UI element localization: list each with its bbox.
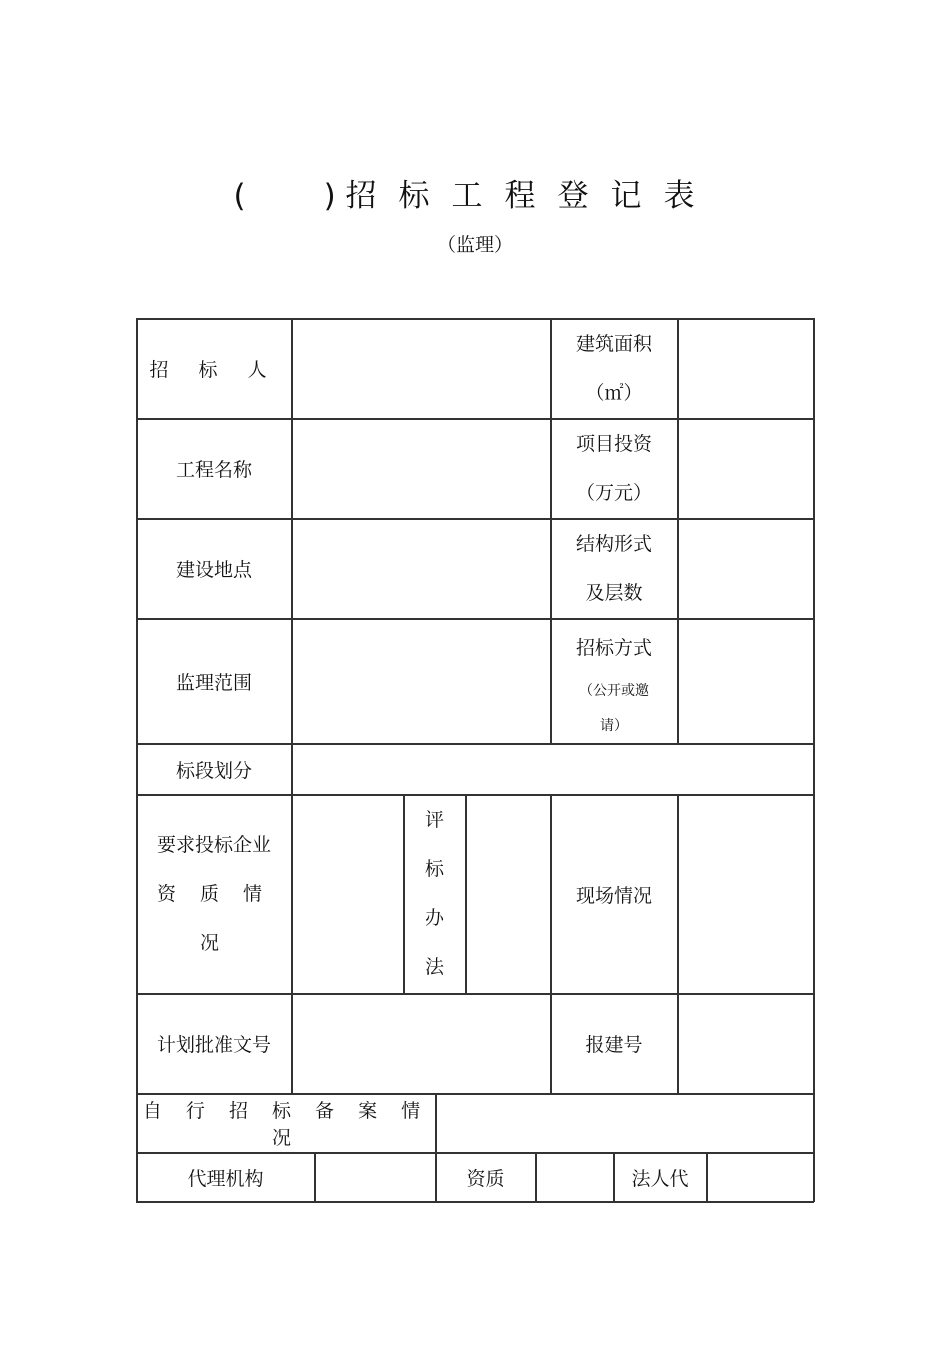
field-scope[interactable] [292,619,550,743]
field-project-investment[interactable] [678,419,813,518]
field-site-condition[interactable] [678,795,813,993]
field-structure[interactable] [678,519,813,618]
label-project-name: 工程名称 [175,459,252,481]
page-title [0,170,950,215]
label-legal-representative: 法人代 [631,1167,689,1190]
label-building-area: 建筑面积 （㎡） [575,332,652,404]
label-agency: 代理机构 [187,1167,264,1190]
field-self-tender[interactable] [436,1094,813,1152]
field-qualification[interactable] [292,795,403,993]
field-agency[interactable] [315,1153,435,1201]
label-agency-qualification: 资质 [466,1167,505,1190]
label-section: 标段划分 [175,759,252,782]
label-structure: 结构形式 及层数 [575,532,652,604]
label-evaluation-method: 评 标 办 法 [424,809,444,978]
title-close-paren: ) [323,178,336,214]
field-legal-representative[interactable] [707,1153,813,1201]
field-building-area[interactable] [678,319,813,418]
title-text: 招标工程登记表 [345,178,717,214]
field-tender-method[interactable] [678,619,813,743]
field-registration-number[interactable] [678,994,813,1093]
label-scope: 监理范围 [175,671,252,694]
label-qualification: 要求投标企业 资 质 情 况 [156,833,272,954]
label-approval-number: 计划批准文号 [156,1034,271,1056]
page-subtitle: （监理） [436,234,513,256]
label-project-investment: 项目投资 （万元） [575,432,652,504]
field-tenderer[interactable] [292,319,550,418]
field-approval-number[interactable] [292,994,550,1093]
label-tender-method: 招标方式 （公开或邀 请） [575,636,652,734]
field-project-name[interactable] [292,419,550,518]
label-self-tender: 自 行 招 标 备 案 情 况 [142,1100,430,1149]
label-location: 建设地点 [175,559,252,581]
field-section[interactable] [292,744,813,794]
field-location[interactable] [292,519,550,618]
title-open-paren: ( [233,178,246,214]
label-site-condition: 现场情况 [575,884,652,907]
field-agency-qualification[interactable] [536,1153,613,1201]
field-evaluation-method[interactable] [466,795,550,993]
label-tenderer: 招 标 人 [149,359,279,381]
label-registration-number: 报建号 [585,1034,643,1056]
